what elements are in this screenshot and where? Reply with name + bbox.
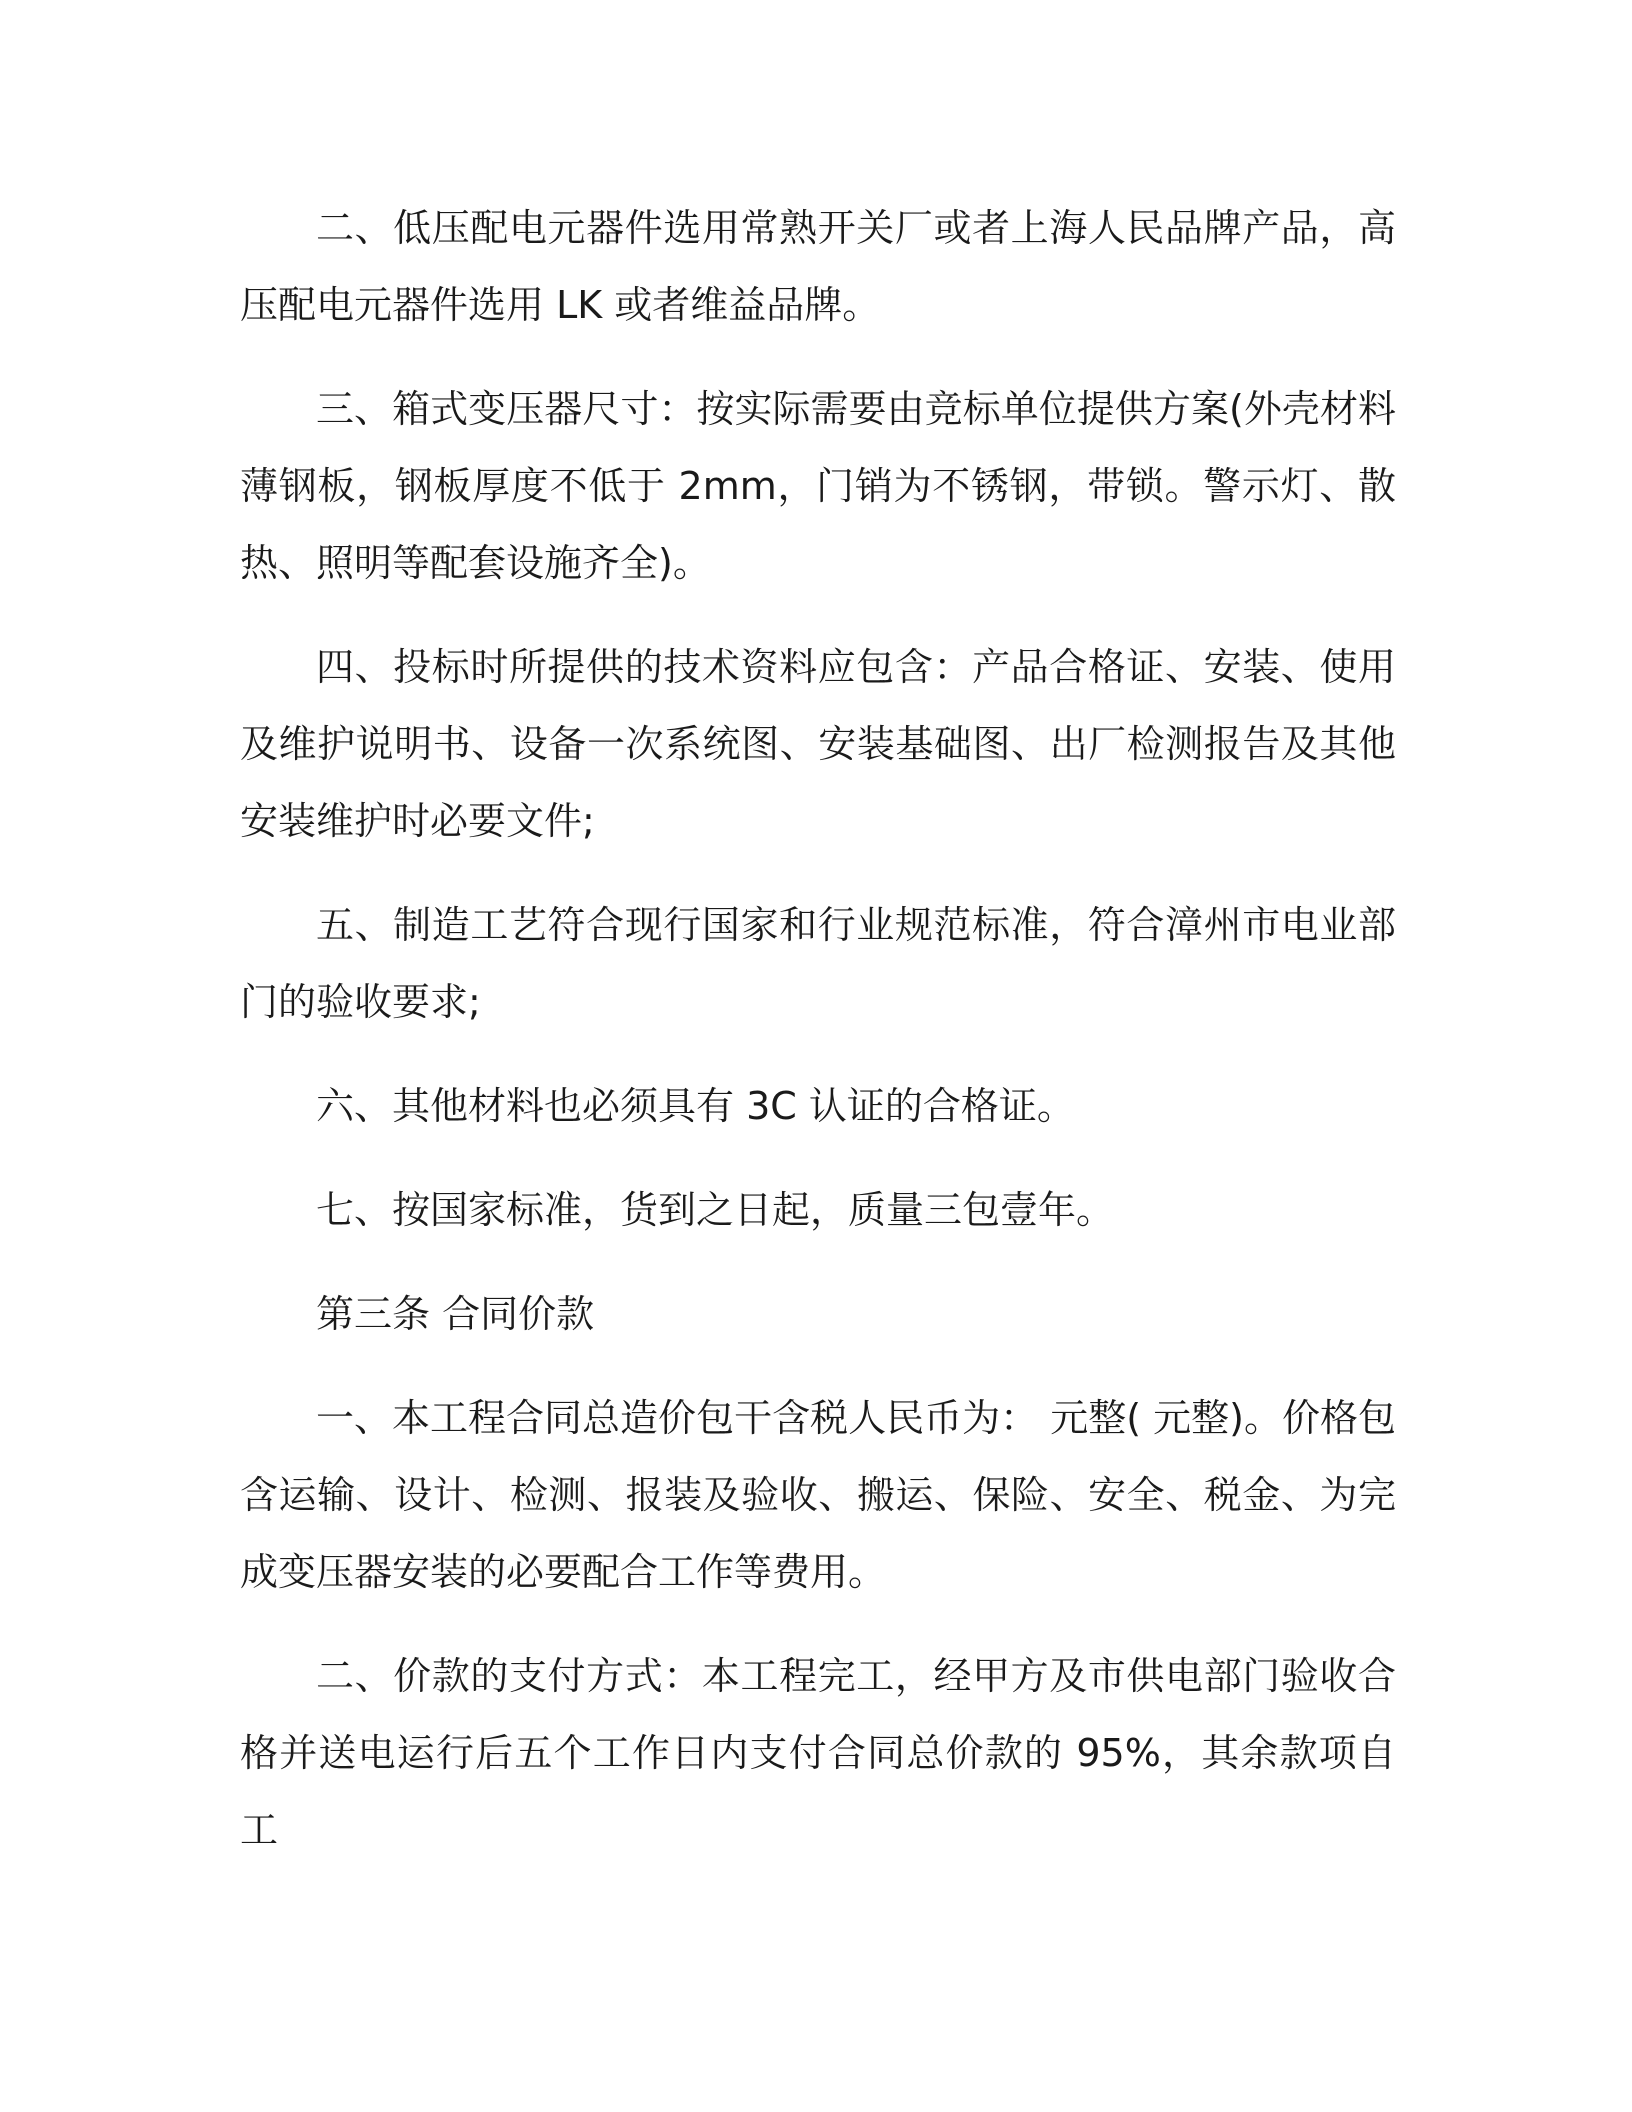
paragraph-price-1: 一、本工程合同总造价包干含税人民币为： 元整( 元整)。价格包含运输、设计、检测、报装及验收、搬运、保险、安全、税金、为完成变压器安装的必要配合工作等费用。 (240, 1396, 1396, 1594)
document-body (240, 190, 1396, 1896)
paragraph-clause-4: 四、投标时所提供的技术资料应包含：产品合格证、安装、使用及维护说明书、设备一次系统图、安装基础图、出厂检测报告及其他安装维护时必要文件; (240, 645, 1396, 843)
paragraph-clause-3: 三、箱式变压器尺寸：按实际需要由竞标单位提供方案(外壳材料薄钢板，钢板厚度不低于 2mm，门销为不锈钢，带锁。警示灯、散热、照明等配套设施齐全)。 (240, 387, 1396, 585)
paragraph-clause-2: 二、低压配电元器件选用常熟开关厂或者上海人民品牌产品，高压配电元器件选用 LK 或者维益品牌。 (240, 206, 1396, 327)
paragraph-clause-6: 六、其他材料也必须具有 3C 认证的合格证。 (316, 1084, 1075, 1128)
paragraph-clause-7: 七、按国家标准，货到之日起，质量三包壹年。 (316, 1188, 1115, 1232)
paragraph-price-2: 二、价款的支付方式：本工程完工，经甲方及市供电部门验收合格并送电运行后五个工作日内支付合同总价款的 95%，其余款项自工 (240, 1654, 1396, 1852)
section-heading: 第三条 合同价款 (316, 1292, 595, 1336)
paragraph-clause-5: 五、制造工艺符合现行国家和行业规范标准，符合漳州市电业部门的验收要求; (240, 903, 1396, 1024)
